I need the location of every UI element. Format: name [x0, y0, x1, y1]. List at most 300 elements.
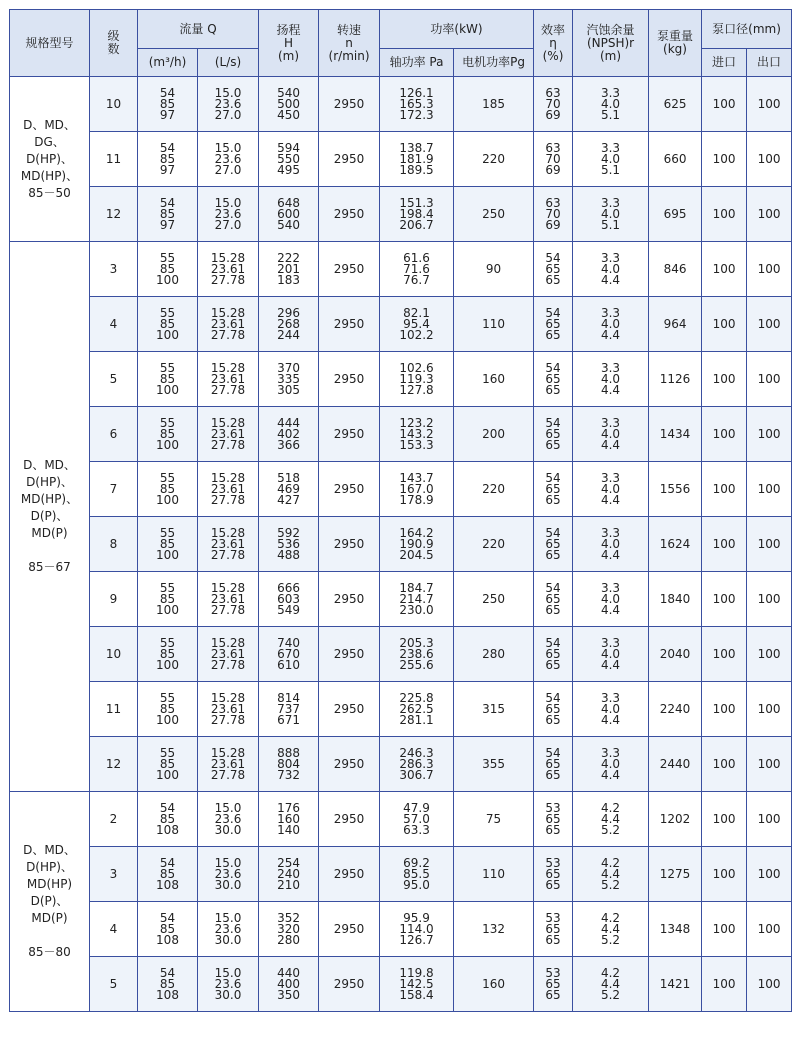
head-cell	[259, 352, 319, 407]
flow-m3h-value: 100	[156, 492, 179, 507]
model-line: D(HP)、	[26, 860, 73, 874]
head-cell	[259, 407, 319, 462]
flow-ls-value: 15.0	[214, 855, 242, 870]
speed-cell: 2950	[319, 902, 380, 957]
weight-cell: 660	[649, 132, 702, 187]
flow-m3h-value: 100	[156, 547, 179, 562]
weight-cell: 1275	[649, 847, 702, 902]
flow-ls-value: 27.78	[210, 657, 246, 672]
head-value: 536	[277, 536, 300, 551]
outlet-cell: 100	[747, 187, 792, 242]
npsh-value: 4.2	[600, 855, 621, 870]
model-cell	[10, 792, 90, 1012]
inlet-cell: 100	[702, 132, 747, 187]
shaft-power-cell	[380, 627, 454, 682]
npsh-value: 3.3	[600, 635, 621, 650]
npsh-value: 3.3	[600, 745, 621, 760]
flow-ls-cell	[198, 242, 259, 297]
efficiency-value: 53	[545, 910, 561, 925]
npsh-value: 5.1	[600, 107, 621, 122]
flow-ls-value: 23.61	[210, 591, 246, 606]
head-value: 210	[277, 877, 300, 892]
efficiency-value: 65	[545, 866, 561, 881]
efficiency-value: 70	[545, 96, 561, 111]
flow-m3h-value: 85	[159, 646, 176, 661]
flow-m3h-value: 55	[159, 360, 176, 375]
stages-cell: 7	[90, 462, 138, 517]
efficiency-value: 53	[545, 800, 561, 815]
shaft-power-cell	[380, 132, 454, 187]
outlet-cell: 100	[747, 737, 792, 792]
flow-ls-value: 15.0	[214, 965, 242, 980]
npsh-value: 4.4	[600, 921, 621, 936]
efficiency-value: 65	[545, 657, 561, 672]
shaft-power-value: 143.7	[399, 470, 434, 485]
head-cell	[259, 792, 319, 847]
model-line	[10, 927, 89, 944]
npsh-value: 4.4	[600, 976, 621, 991]
head-cell	[259, 737, 319, 792]
stages-cell: 10	[90, 77, 138, 132]
shaft-power-cell	[380, 572, 454, 627]
header-flow-unit-ls: (L/s)	[198, 49, 259, 77]
shaft-power-value: 119.3	[399, 371, 434, 386]
speed-cell: 2950	[319, 242, 380, 297]
model-line: D、MD、	[23, 458, 76, 472]
npsh-value: 4.4	[600, 602, 621, 617]
npsh-cell	[573, 77, 649, 132]
efficiency-value: 65	[545, 272, 561, 287]
efficiency-value: 65	[545, 261, 561, 276]
efficiency-value: 63	[545, 85, 561, 100]
motor-power-cell: 280	[454, 627, 534, 682]
efficiency-cell	[534, 847, 573, 902]
head-value: 814	[277, 690, 300, 705]
efficiency-value: 65	[545, 481, 561, 496]
weight-cell: 964	[649, 297, 702, 352]
head-value: 366	[277, 437, 300, 452]
npsh-value: 4.4	[600, 712, 621, 727]
model-line	[10, 542, 89, 559]
efficiency-value: 65	[545, 536, 561, 551]
flow-ls-value: 15.28	[210, 580, 246, 595]
table-row	[10, 517, 792, 572]
flow-m3h-value: 54	[159, 910, 176, 925]
model-cell	[10, 77, 90, 242]
flow-m3h-value: 55	[159, 745, 176, 760]
flow-m3h-value: 85	[159, 591, 176, 606]
head-value: 888	[277, 745, 300, 760]
efficiency-value: 53	[545, 855, 561, 870]
head-value: 244	[277, 327, 300, 342]
table-row	[10, 462, 792, 517]
flow-ls-value: 23.6	[214, 206, 242, 221]
flow-ls-value: 27.78	[210, 547, 246, 562]
shaft-power-value: 206.7	[399, 217, 434, 232]
efficiency-cell	[534, 462, 573, 517]
speed-cell: 2950	[319, 352, 380, 407]
flow-m3h-value: 55	[159, 690, 176, 705]
flow-ls-cell	[198, 957, 259, 1012]
shaft-power-value: 102.6	[399, 360, 434, 375]
head-value: 440	[277, 965, 300, 980]
motor-power-cell: 75	[454, 792, 534, 847]
inlet-cell: 100	[702, 352, 747, 407]
npsh-cell	[573, 242, 649, 297]
head-value: 671	[277, 712, 300, 727]
shaft-power-value: 127.8	[399, 382, 434, 397]
shaft-power-value: 71.6	[403, 261, 430, 276]
speed-cell: 2950	[319, 847, 380, 902]
outlet-cell: 100	[747, 627, 792, 682]
head-value: 160	[277, 811, 300, 826]
head-cell	[259, 297, 319, 352]
npsh-value: 3.3	[600, 85, 621, 100]
head-value: 140	[277, 822, 300, 837]
shaft-power-value: 69.2	[403, 855, 430, 870]
efficiency-cell	[534, 572, 573, 627]
npsh-value: 4.0	[600, 206, 621, 221]
model-line: MD(HP)、	[20, 168, 79, 183]
stages-cell: 11	[90, 682, 138, 737]
model-line: MD(HP)	[26, 877, 73, 891]
speed-cell: 2950	[319, 737, 380, 792]
model-cell	[10, 242, 90, 792]
pump-spec-table-container	[9, 9, 791, 1012]
efficiency-value: 65	[545, 987, 561, 1002]
shaft-power-value: 151.3	[399, 195, 434, 210]
head-value: 400	[277, 976, 300, 991]
flow-m3h-value: 55	[159, 305, 176, 320]
head-cell	[259, 902, 319, 957]
efficiency-value: 65	[545, 822, 561, 837]
flow-ls-value: 15.0	[214, 800, 242, 815]
flow-ls-value: 15.0	[214, 140, 242, 155]
flow-m3h-value: 85	[159, 811, 176, 826]
flow-ls-value: 27.78	[210, 327, 246, 342]
flow-m3h-value: 97	[159, 107, 176, 122]
flow-ls-cell	[198, 572, 259, 627]
npsh-value: 4.0	[600, 536, 621, 551]
flow-ls-cell	[198, 682, 259, 737]
flow-m3h-cell	[138, 462, 198, 517]
shaft-power-value: 95.4	[403, 316, 430, 331]
head-value: 254	[277, 855, 300, 870]
table-row	[10, 77, 792, 132]
npsh-value: 4.2	[600, 910, 621, 925]
header-stages-char: 数	[107, 42, 120, 56]
head-value: 402	[277, 426, 300, 441]
shaft-power-value: 281.1	[399, 712, 434, 727]
shaft-power-value: 61.6	[403, 250, 430, 265]
head-value: 488	[277, 547, 300, 562]
npsh-cell	[573, 407, 649, 462]
flow-m3h-value: 55	[159, 580, 176, 595]
header-speed: 转速 n (r/min)	[319, 10, 380, 77]
header-head: 扬程 H (m)	[259, 10, 319, 77]
shaft-power-value: 178.9	[399, 492, 434, 507]
npsh-value: 4.0	[600, 591, 621, 606]
npsh-value: 3.3	[600, 690, 621, 705]
table-row	[10, 627, 792, 682]
npsh-cell	[573, 627, 649, 682]
header-stages-text	[90, 30, 137, 56]
inlet-cell: 100	[702, 847, 747, 902]
stages-cell: 6	[90, 407, 138, 462]
npsh-value: 5.2	[600, 822, 621, 837]
npsh-cell	[573, 902, 649, 957]
weight-cell: 846	[649, 242, 702, 297]
inlet-cell: 100	[702, 297, 747, 352]
stages-cell: 12	[90, 737, 138, 792]
inlet-cell: 100	[702, 77, 747, 132]
outlet-cell: 100	[747, 682, 792, 737]
flow-m3h-value: 85	[159, 206, 176, 221]
shaft-power-cell	[380, 77, 454, 132]
head-cell	[259, 187, 319, 242]
head-value: 268	[277, 316, 300, 331]
stages-cell: 3	[90, 847, 138, 902]
efficiency-value: 65	[545, 756, 561, 771]
npsh-value: 4.0	[600, 316, 621, 331]
shaft-power-cell	[380, 187, 454, 242]
shaft-power-cell	[380, 352, 454, 407]
stages-cell: 5	[90, 957, 138, 1012]
flow-m3h-value: 100	[156, 327, 179, 342]
flow-m3h-cell	[138, 737, 198, 792]
head-value: 450	[277, 107, 300, 122]
shaft-power-cell	[380, 792, 454, 847]
table-row	[10, 682, 792, 737]
npsh-value: 4.0	[600, 481, 621, 496]
head-cell	[259, 77, 319, 132]
model-line: MD(P)	[31, 911, 68, 925]
head-value: 500	[277, 96, 300, 111]
shaft-power-cell	[380, 847, 454, 902]
flow-m3h-cell	[138, 132, 198, 187]
flow-m3h-value: 100	[156, 602, 179, 617]
inlet-cell: 100	[702, 737, 747, 792]
speed-cell: 2950	[319, 627, 380, 682]
outlet-cell: 100	[747, 847, 792, 902]
efficiency-value: 65	[545, 701, 561, 716]
flow-m3h-cell	[138, 627, 198, 682]
flow-ls-value: 27.0	[214, 217, 242, 232]
flow-ls-value: 15.28	[210, 525, 246, 540]
table-row	[10, 572, 792, 627]
model-line: D(P)、	[30, 509, 69, 523]
speed-cell: 2950	[319, 682, 380, 737]
shaft-power-value: 246.3	[399, 745, 434, 760]
npsh-value: 3.3	[600, 250, 621, 265]
head-cell	[259, 627, 319, 682]
weight-cell: 2240	[649, 682, 702, 737]
inlet-cell: 100	[702, 792, 747, 847]
npsh-cell	[573, 682, 649, 737]
inlet-cell: 100	[702, 957, 747, 1012]
outlet-cell: 100	[747, 572, 792, 627]
head-cell	[259, 462, 319, 517]
head-value: 518	[277, 470, 300, 485]
efficiency-value: 54	[545, 525, 561, 540]
header-motor-power: 电机功率Pg	[454, 49, 534, 77]
npsh-value: 3.3	[600, 305, 621, 320]
flow-m3h-cell	[138, 407, 198, 462]
npsh-cell	[573, 352, 649, 407]
shaft-power-value: 165.3	[399, 96, 434, 111]
npsh-value: 4.4	[600, 547, 621, 562]
outlet-cell: 100	[747, 77, 792, 132]
inlet-cell: 100	[702, 242, 747, 297]
efficiency-value: 54	[545, 745, 561, 760]
flow-m3h-cell	[138, 297, 198, 352]
flow-m3h-cell	[138, 352, 198, 407]
npsh-value: 4.0	[600, 646, 621, 661]
shaft-power-value: 181.9	[399, 151, 434, 166]
efficiency-value: 54	[545, 360, 561, 375]
flow-ls-value: 15.28	[210, 470, 246, 485]
inlet-cell: 100	[702, 517, 747, 572]
head-value: 600	[277, 206, 300, 221]
flow-ls-value: 23.61	[210, 371, 246, 386]
npsh-value: 5.2	[600, 932, 621, 947]
weight-cell: 1421	[649, 957, 702, 1012]
flow-m3h-value: 100	[156, 657, 179, 672]
efficiency-value: 65	[545, 646, 561, 661]
motor-power-cell: 220	[454, 132, 534, 187]
shaft-power-value: 82.1	[403, 305, 430, 320]
efficiency-value: 70	[545, 206, 561, 221]
efficiency-value: 54	[545, 305, 561, 320]
efficiency-cell	[534, 737, 573, 792]
motor-power-cell: 160	[454, 957, 534, 1012]
npsh-value: 4.0	[600, 701, 621, 716]
head-value: 740	[277, 635, 300, 650]
flow-ls-value: 23.61	[210, 426, 246, 441]
stages-cell: 12	[90, 187, 138, 242]
npsh-value: 5.1	[600, 162, 621, 177]
efficiency-cell	[534, 352, 573, 407]
flow-m3h-value: 85	[159, 96, 176, 111]
npsh-value: 3.3	[600, 415, 621, 430]
head-value: 201	[277, 261, 300, 276]
npsh-cell	[573, 572, 649, 627]
flow-m3h-cell	[138, 847, 198, 902]
npsh-value: 3.3	[600, 195, 621, 210]
head-value: 240	[277, 866, 300, 881]
flow-m3h-value: 100	[156, 272, 179, 287]
shaft-power-value: 76.7	[403, 272, 430, 287]
head-value: 737	[277, 701, 300, 716]
weight-cell: 1556	[649, 462, 702, 517]
npsh-value: 4.4	[600, 866, 621, 881]
shaft-power-value: 102.2	[399, 327, 434, 342]
flow-m3h-value: 85	[159, 371, 176, 386]
outlet-cell: 100	[747, 407, 792, 462]
motor-power-cell: 160	[454, 352, 534, 407]
flow-ls-value: 15.28	[210, 745, 246, 760]
flow-m3h-value: 108	[156, 987, 179, 1002]
shaft-power-value: 255.6	[399, 657, 434, 672]
head-value: 296	[277, 305, 300, 320]
flow-m3h-value: 108	[156, 877, 179, 892]
flow-ls-value: 23.61	[210, 701, 246, 716]
stages-cell: 9	[90, 572, 138, 627]
weight-cell: 625	[649, 77, 702, 132]
shaft-power-value: 123.2	[399, 415, 434, 430]
head-value: 176	[277, 800, 300, 815]
outlet-cell: 100	[747, 462, 792, 517]
stages-cell: 10	[90, 627, 138, 682]
flow-m3h-value: 100	[156, 382, 179, 397]
motor-power-cell: 132	[454, 902, 534, 957]
head-cell	[259, 132, 319, 187]
shaft-power-cell	[380, 242, 454, 297]
npsh-value: 3.3	[600, 140, 621, 155]
npsh-value: 4.0	[600, 371, 621, 386]
flow-m3h-value: 85	[159, 921, 176, 936]
flow-ls-cell	[198, 847, 259, 902]
npsh-value: 5.2	[600, 987, 621, 1002]
flow-m3h-cell	[138, 77, 198, 132]
shaft-power-value: 306.7	[399, 767, 434, 782]
flow-ls-value: 15.28	[210, 250, 246, 265]
npsh-value: 4.0	[600, 261, 621, 276]
header-flow-unit-m3h: (m³/h)	[138, 49, 198, 77]
header-caliber: 泵口径(mm)	[702, 10, 792, 49]
model-line: 85－80	[28, 945, 71, 959]
shaft-power-cell	[380, 462, 454, 517]
flow-ls-cell	[198, 902, 259, 957]
efficiency-value: 65	[545, 932, 561, 947]
head-value: 335	[277, 371, 300, 386]
efficiency-value: 65	[545, 877, 561, 892]
flow-m3h-value: 108	[156, 822, 179, 837]
head-value: 603	[277, 591, 300, 606]
efficiency-value: 65	[545, 921, 561, 936]
inlet-cell: 100	[702, 187, 747, 242]
npsh-value: 4.4	[600, 811, 621, 826]
flow-ls-value: 23.6	[214, 151, 242, 166]
efficiency-value: 65	[545, 327, 561, 342]
flow-m3h-value: 100	[156, 437, 179, 452]
shaft-power-value: 238.6	[399, 646, 434, 661]
shaft-power-value: 205.3	[399, 635, 434, 650]
header-model: 规格型号	[10, 10, 90, 77]
outlet-cell: 100	[747, 352, 792, 407]
npsh-cell	[573, 792, 649, 847]
efficiency-value: 70	[545, 151, 561, 166]
flow-ls-cell	[198, 627, 259, 682]
speed-cell: 2950	[319, 572, 380, 627]
shaft-power-value: 225.8	[399, 690, 434, 705]
motor-power-cell: 185	[454, 77, 534, 132]
flow-m3h-value: 85	[159, 261, 176, 276]
head-value: 444	[277, 415, 300, 430]
flow-m3h-value: 54	[159, 85, 176, 100]
npsh-cell	[573, 462, 649, 517]
efficiency-value: 65	[545, 767, 561, 782]
inlet-cell: 100	[702, 572, 747, 627]
head-cell	[259, 847, 319, 902]
efficiency-value: 54	[545, 250, 561, 265]
flow-m3h-cell	[138, 187, 198, 242]
flow-ls-value: 15.28	[210, 415, 246, 430]
shaft-power-value: 95.0	[403, 877, 430, 892]
speed-cell: 2950	[319, 297, 380, 352]
efficiency-value: 69	[545, 217, 561, 232]
head-value: 540	[277, 217, 300, 232]
